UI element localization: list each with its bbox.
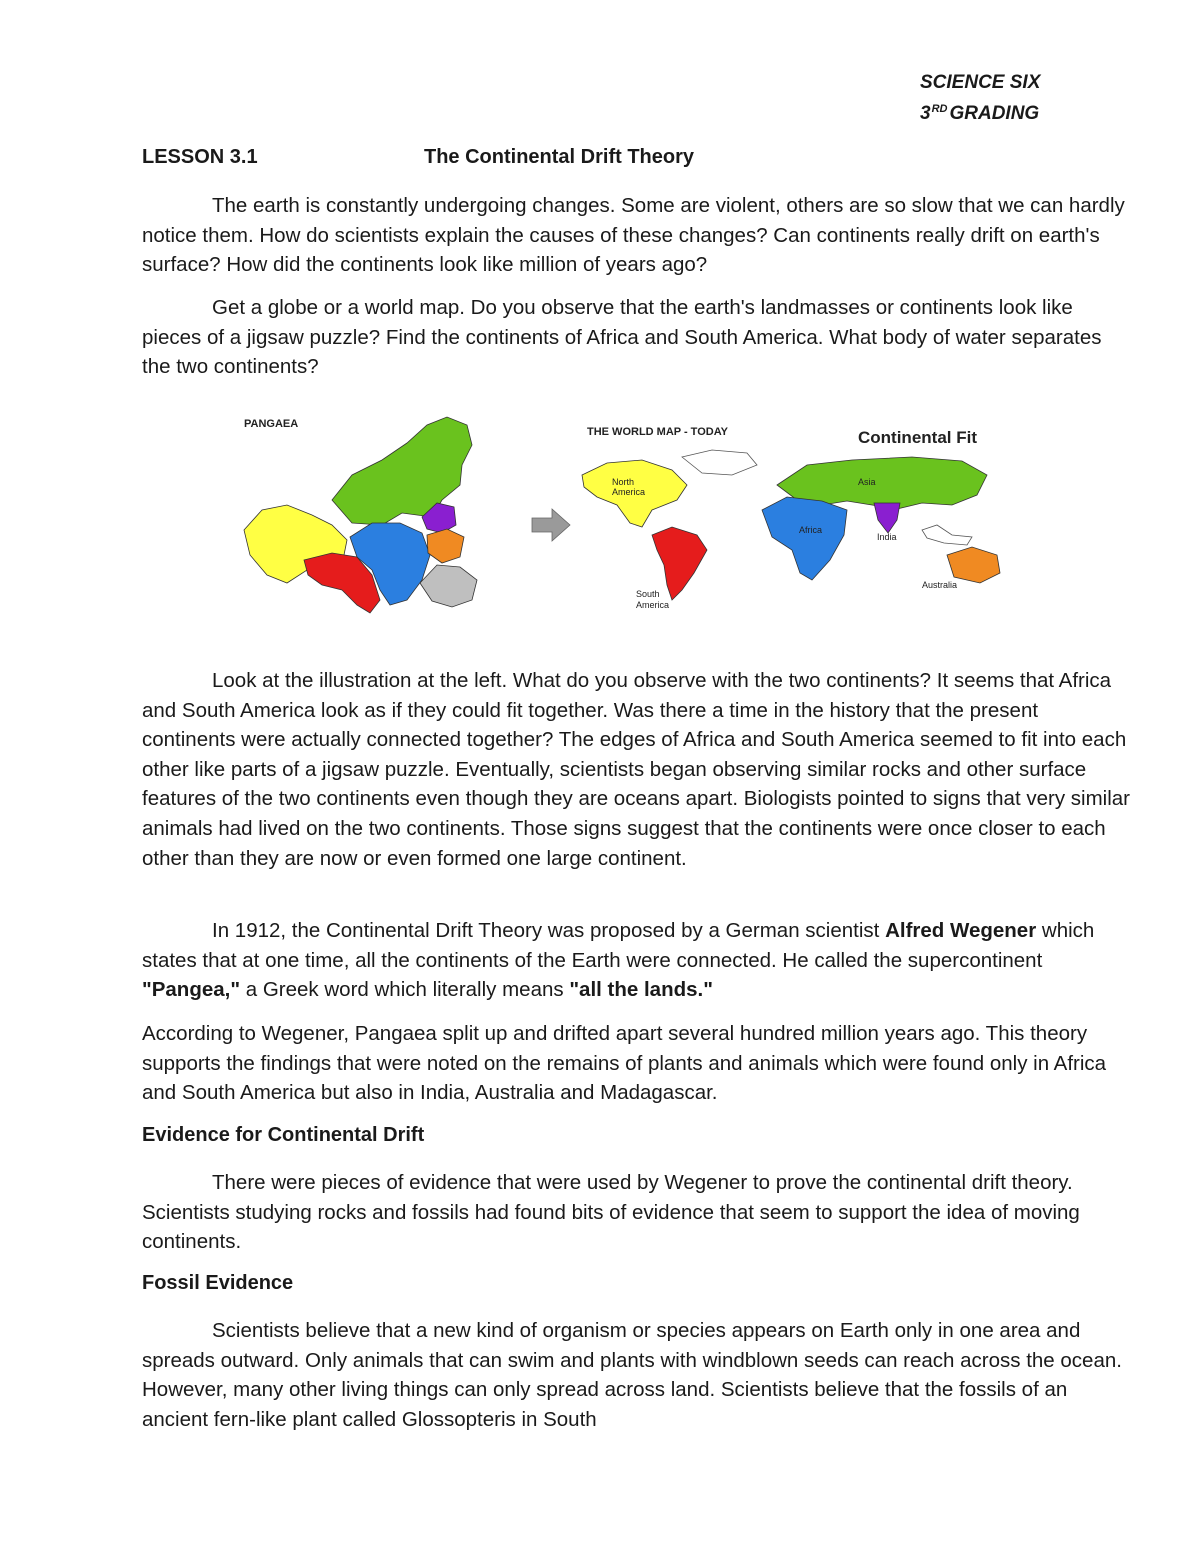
pangea-term: "Pangea,"	[142, 978, 241, 1002]
intro-paragraph-2: Get a globe or a world map. Do you observe that the earth's landmasses or continents look like pieces of a jigsaw puzzle? Find the continents of Africa and South America. What body of water separates the two continents?	[142, 296, 1102, 379]
section-heading-evidence: Evidence for Continental Drift	[142, 1124, 425, 1146]
lesson-title: The Continental Drift Theory	[424, 146, 694, 168]
body-paragraph-5: According to Wegener, Pangaea split up and drifted apart several hundred million years ago. This theory supports the findings that were noted on the remains of plants and animals which were found only in Africa and South America but also in India, Australia and Madagascar.	[142, 1022, 1107, 1105]
all-the-lands-term: "all the lands."	[569, 978, 713, 1002]
body-paragraph-6: There were pieces of evidence that were used by Wegener to prove the continental drift theory. Scientists studying rocks and fossils had found bits of evidence that seem to support the idea of moving continents.	[142, 1171, 1080, 1254]
australia-label: Australia	[922, 580, 958, 590]
body-paragraph-3: Look at the illustration at the left. What do you observe with the two continents? It seems that Africa and South America look as if they could fit together. Was there a time in the history that the present continents were actually connected together? The edges of Africa and South America seemed to fit into each other like parts of a jigsaw puzzle. Eventually, scientists began observing similar rocks and other surface features of the two continents even though they are oceans apart. Biologists pointed to signs that very similar animals had lived on the two continents. Those signs suggest that the continents were once closer to each other than they are now or even formed one large continent.	[142, 669, 1130, 870]
asia-label: Asia	[858, 477, 876, 487]
world-south-america	[652, 527, 707, 600]
body-paragraph-7: Scientists believe that a new kind of organism or species appears on Earth only in one area and spreads outward. Only animals that can swim and plants with windblown seeds can reach across the ocean. However, many other living things can only spread across land. Scientists believe that the fossils of an ancient fern-like plant called Glossopteris in South	[142, 1319, 1122, 1431]
lesson-number: LESSON 3.1	[142, 146, 258, 168]
lesson-heading	[142, 146, 1142, 169]
north-america-label-2: America	[612, 487, 646, 497]
body-paragraph-4: In 1912, the Continental Drift Theory was proposed by a German scientist Alfred Wegener which states that at one time, all the continents of the Earth were connected. He called the supercontinent "Pangea," a Greek word which literally means "all the lands."	[142, 919, 1095, 1002]
continental-fit-title: Continental Fit	[858, 428, 977, 447]
fit-australia	[947, 547, 1000, 583]
continental-drift-figure	[232, 405, 1042, 625]
subject-label: SCIENCE SIX	[920, 72, 1041, 93]
pangaea-antarctica	[420, 565, 477, 607]
greenland-outline	[682, 450, 757, 475]
pangaea-australia	[427, 529, 464, 563]
pangaea-label: PANGAEA	[244, 418, 299, 430]
north-america-label: North	[612, 477, 635, 487]
south-america-label-2: America	[636, 600, 670, 610]
fit-africa	[762, 497, 847, 580]
south-america-label: South	[636, 589, 660, 599]
scientist-name: Alfred Wegener	[885, 919, 1037, 942]
africa-label: Africa	[799, 525, 823, 535]
intro-paragraph-1: The earth is constantly undergoing changes. Some are violent, others are so slow that we can hardly notice them. How do scientists explain the causes of these changes? Can continents really drift on earth's surface? How did the continents look like million of years ago?	[142, 194, 1125, 277]
fit-indonesia-outline	[922, 525, 972, 545]
india-label: India	[877, 532, 897, 542]
world-map-label: THE WORLD MAP - TODAY	[587, 426, 728, 438]
fit-india	[874, 503, 900, 533]
arrow-icon	[532, 509, 570, 541]
page-header	[920, 70, 1040, 127]
section-heading-fossil: Fossil Evidence	[142, 1272, 294, 1294]
grading-label: 3RD GRADING	[920, 103, 1040, 124]
